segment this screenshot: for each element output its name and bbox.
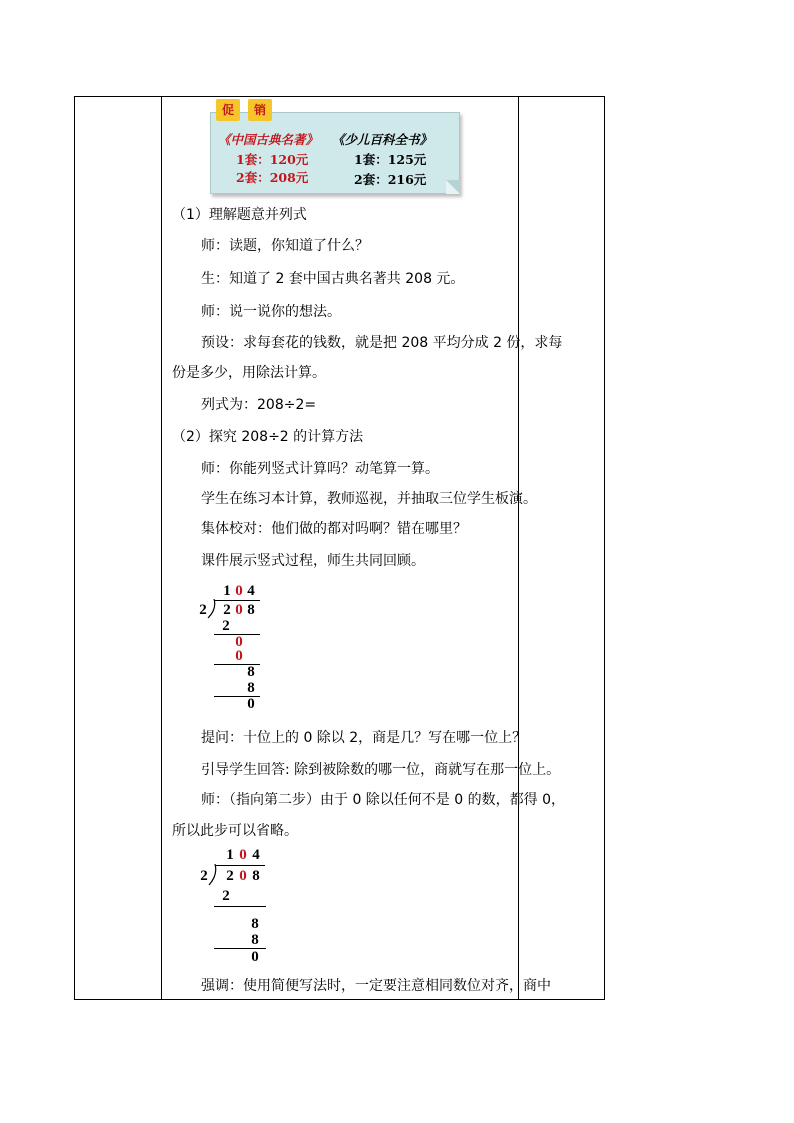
dividend-digit: 2 (226, 868, 234, 884)
quotient-digit: 4 (252, 847, 260, 863)
dividend-digit: 8 (252, 868, 260, 884)
paragraph: 生：知道了 2 套中国古典名著共 208 元。 (201, 271, 465, 287)
quotient-digit: 4 (247, 583, 255, 599)
paragraph: 列式为：208÷2= (201, 397, 317, 413)
division-bar (215, 865, 265, 866)
step-digit: 0 (235, 634, 243, 650)
quotient-digit: 0 (235, 583, 243, 599)
step-digit: 8 (251, 916, 259, 932)
step-digit: 8 (247, 680, 255, 696)
step-digit: 8 (247, 664, 255, 680)
step-digit: 0 (247, 696, 255, 712)
lesson-table (74, 96, 605, 1000)
paragraph: 师：说一说你的想法。 (201, 304, 341, 320)
divisor: 2 (199, 602, 207, 618)
division-bar (214, 600, 260, 601)
paragraph: 师：你能列竖式计算吗？动笔算一算。 (201, 461, 439, 477)
step-digit: 0 (251, 949, 259, 965)
paragraph: 学生在练习本计算，教师巡视，并抽取三位学生板演。 (201, 491, 537, 507)
book-a-price-1: 1套：120元 (236, 152, 309, 167)
table-column-divider (161, 97, 162, 999)
step-digit: 2 (222, 888, 230, 904)
paragraph-continued: 份是多少，用除法计算。 (172, 365, 326, 381)
book-b-price-1: 1套：125元 (354, 152, 427, 167)
dividend-digit: 8 (247, 602, 255, 618)
quotient-digit: 1 (223, 583, 231, 599)
paragraph-continued: 所以此步可以省略。 (172, 823, 298, 839)
section-heading-1: （1）理解题意并列式 (172, 207, 307, 223)
paragraph: 提问：十位上的 0 除以 2，商是几？写在哪一位上？ (201, 730, 527, 746)
step-digit: 2 (222, 618, 230, 634)
promo-badge-1: 促 (216, 99, 240, 121)
page-curl-corner (446, 180, 460, 194)
paragraph: 预设：求每套花的钱数，就是把 208 平均分成 2 份，求每 (201, 335, 563, 351)
book-b-price-2: 2套：216元 (354, 172, 427, 187)
paragraph: 课件展示竖式过程，师生共同回顾。 (201, 553, 425, 569)
section-heading-2: （2）探究 208÷2 的计算方法 (172, 429, 364, 445)
promotion-card (210, 103, 460, 194)
paragraph: 集体校对：他们做的都对吗啊？错在哪里？ (201, 521, 467, 537)
table-column-divider (518, 97, 519, 999)
paragraph: 师：（指向第二步）由于 0 除以任何不是 0 的数，都得 0， (201, 792, 565, 808)
dividend-digit: 0 (239, 868, 247, 884)
paragraph: 师：读题，你知道了什么？ (201, 238, 369, 254)
paragraph: 引导学生回答: 除到被除数的哪一位，商就写在那一位上。 (201, 762, 561, 778)
step-line (214, 906, 266, 907)
dividend-digit: 0 (235, 602, 243, 618)
book-b-title: 《少儿百科全书》 (332, 132, 433, 147)
quotient-digit: 1 (226, 847, 234, 863)
step-digit: 0 (235, 648, 243, 664)
divisor: 2 (200, 868, 208, 884)
promo-badge-2: 销 (248, 99, 272, 121)
book-a-price-2: 2套：208元 (236, 170, 309, 185)
dividend-digit: 2 (223, 602, 231, 618)
book-a-title: 《中国古典名著》 (218, 132, 319, 147)
quotient-digit: 0 (239, 847, 247, 863)
step-digit: 8 (251, 932, 259, 948)
paragraph: 强调：使用简便写法时，一定要注意相同数位对齐，商中 (201, 978, 551, 994)
